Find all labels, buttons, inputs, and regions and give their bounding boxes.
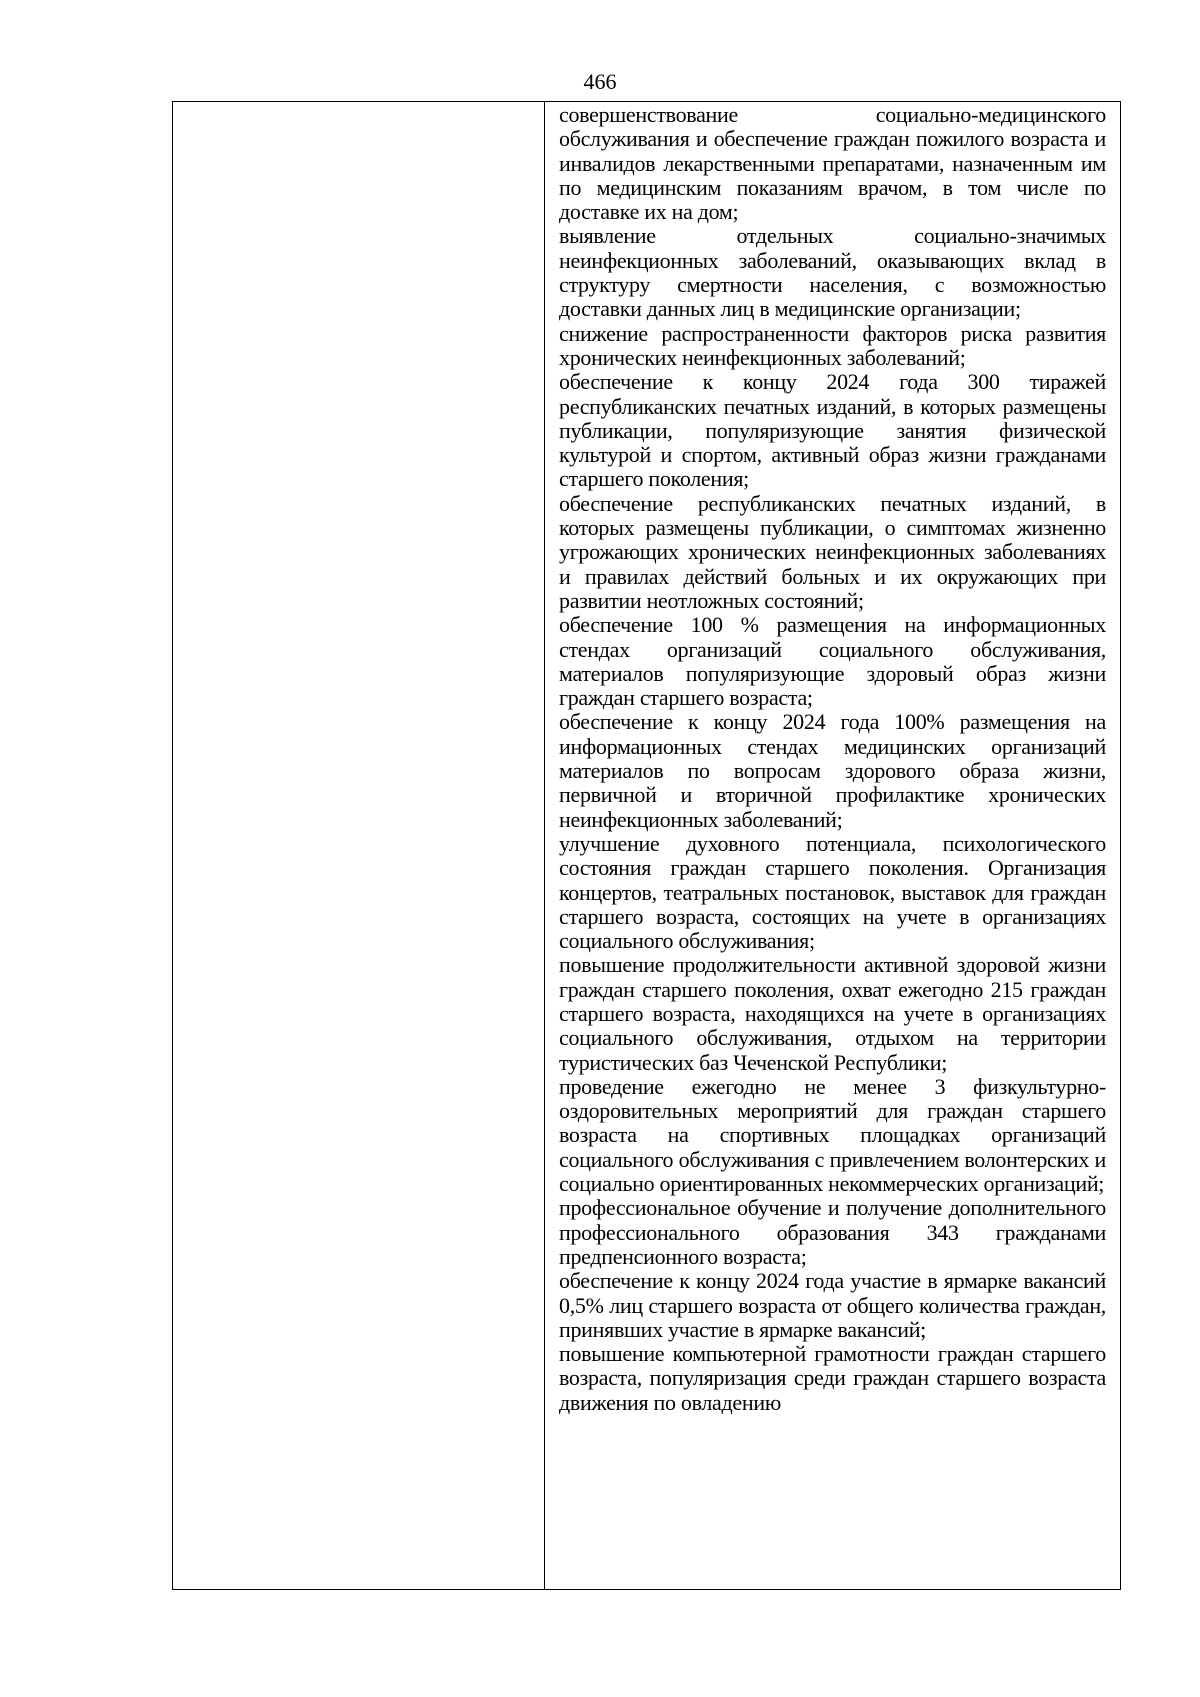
list-item: улучшение духовного потенциала, психологического состояния граждан старшего поколения. Организация концертов, театральных постановок, выставок для граждан старшего возраста, состоящих на учете в организациях социального обслуживания; [559, 830, 1106, 954]
list-item: снижение распространенности факторов риска развития хронических неинфекционных заболеваний; [559, 320, 1106, 370]
table-left-column [173, 102, 545, 1589]
list-item: повышение компьютерной грамотности граждан старшего возраста, популяризация среди граждан старшего возраста движения по овладению [559, 1341, 1106, 1415]
list-item: выявление отдельных социально-значимых неинфекционных заболеваний, оказывающих вклад в структуру смертности населения, с возможностью доставки данных лиц в медицинские организации; [559, 223, 1106, 322]
list-item: обеспечение к концу 2024 года участие в ярмарке вакансий 0,5% лиц старшего возраста от общего количества граждан, принявших участие в ярмарке вакансий; [559, 1268, 1106, 1342]
list-item: обеспечение к концу 2024 года 300 тиражей республиканских печатных изданий, в которых размещены публикации, популяризующие занятия физической культурой и спортом, активный образ жизни гражданами старшего поколения; [559, 369, 1106, 492]
list-item: профессиональное обучение и получение дополнительного профессионального образования 343 гражданами предпенсионного возраста; [559, 1195, 1106, 1269]
list-item: совершенствование социально-медицинского обслуживания и обеспечение граждан пожилого возраста и инвалидов лекарственными препаратами, назначенным им по медицинским показаниям врачом, в том числе по доставке их на дом; [559, 102, 1106, 225]
list-item: повышение продолжительности активной здоровой жизни граждан старшего поколения, охват ежегодно 215 граждан старшего возраста, находящихся на учете в организациях социального обслуживания, отдыхом на территории туристических баз Чеченской Республики; [559, 952, 1106, 1075]
content-table [172, 101, 1121, 1590]
page-number: 466 [583, 69, 617, 94]
list-item: обеспечение республиканских печатных изданий, в которых размещены публикации, о симптомах жизненно угрожающих хронических неинфекционных заболеваниях и правилах действий больных и их окружающих при развитии неотложных состояний; [559, 490, 1106, 613]
list-item: обеспечение 100 % размещения на информационных стендах организаций социального обслуживания, материалов популяризующие здоровый образ жизни граждан старшего возраста; [559, 612, 1106, 711]
list-item: обеспечение к концу 2024 года 100% размещения на информационных стендах медицинских организаций материалов по вопросам здорового образа жизни, первичной и вторичной профилактике хронических неинфекционных заболеваний; [559, 709, 1106, 832]
table-right-column [545, 102, 1120, 1589]
list-item: проведение ежегодно не менее 3 физкультурно-оздоровительных мероприятий для граждан старшего возраста на спортивных площадках организаций социального обслуживания с привлечением волонтерских и социально ориентированных некоммерческих организаций; [559, 1073, 1106, 1197]
